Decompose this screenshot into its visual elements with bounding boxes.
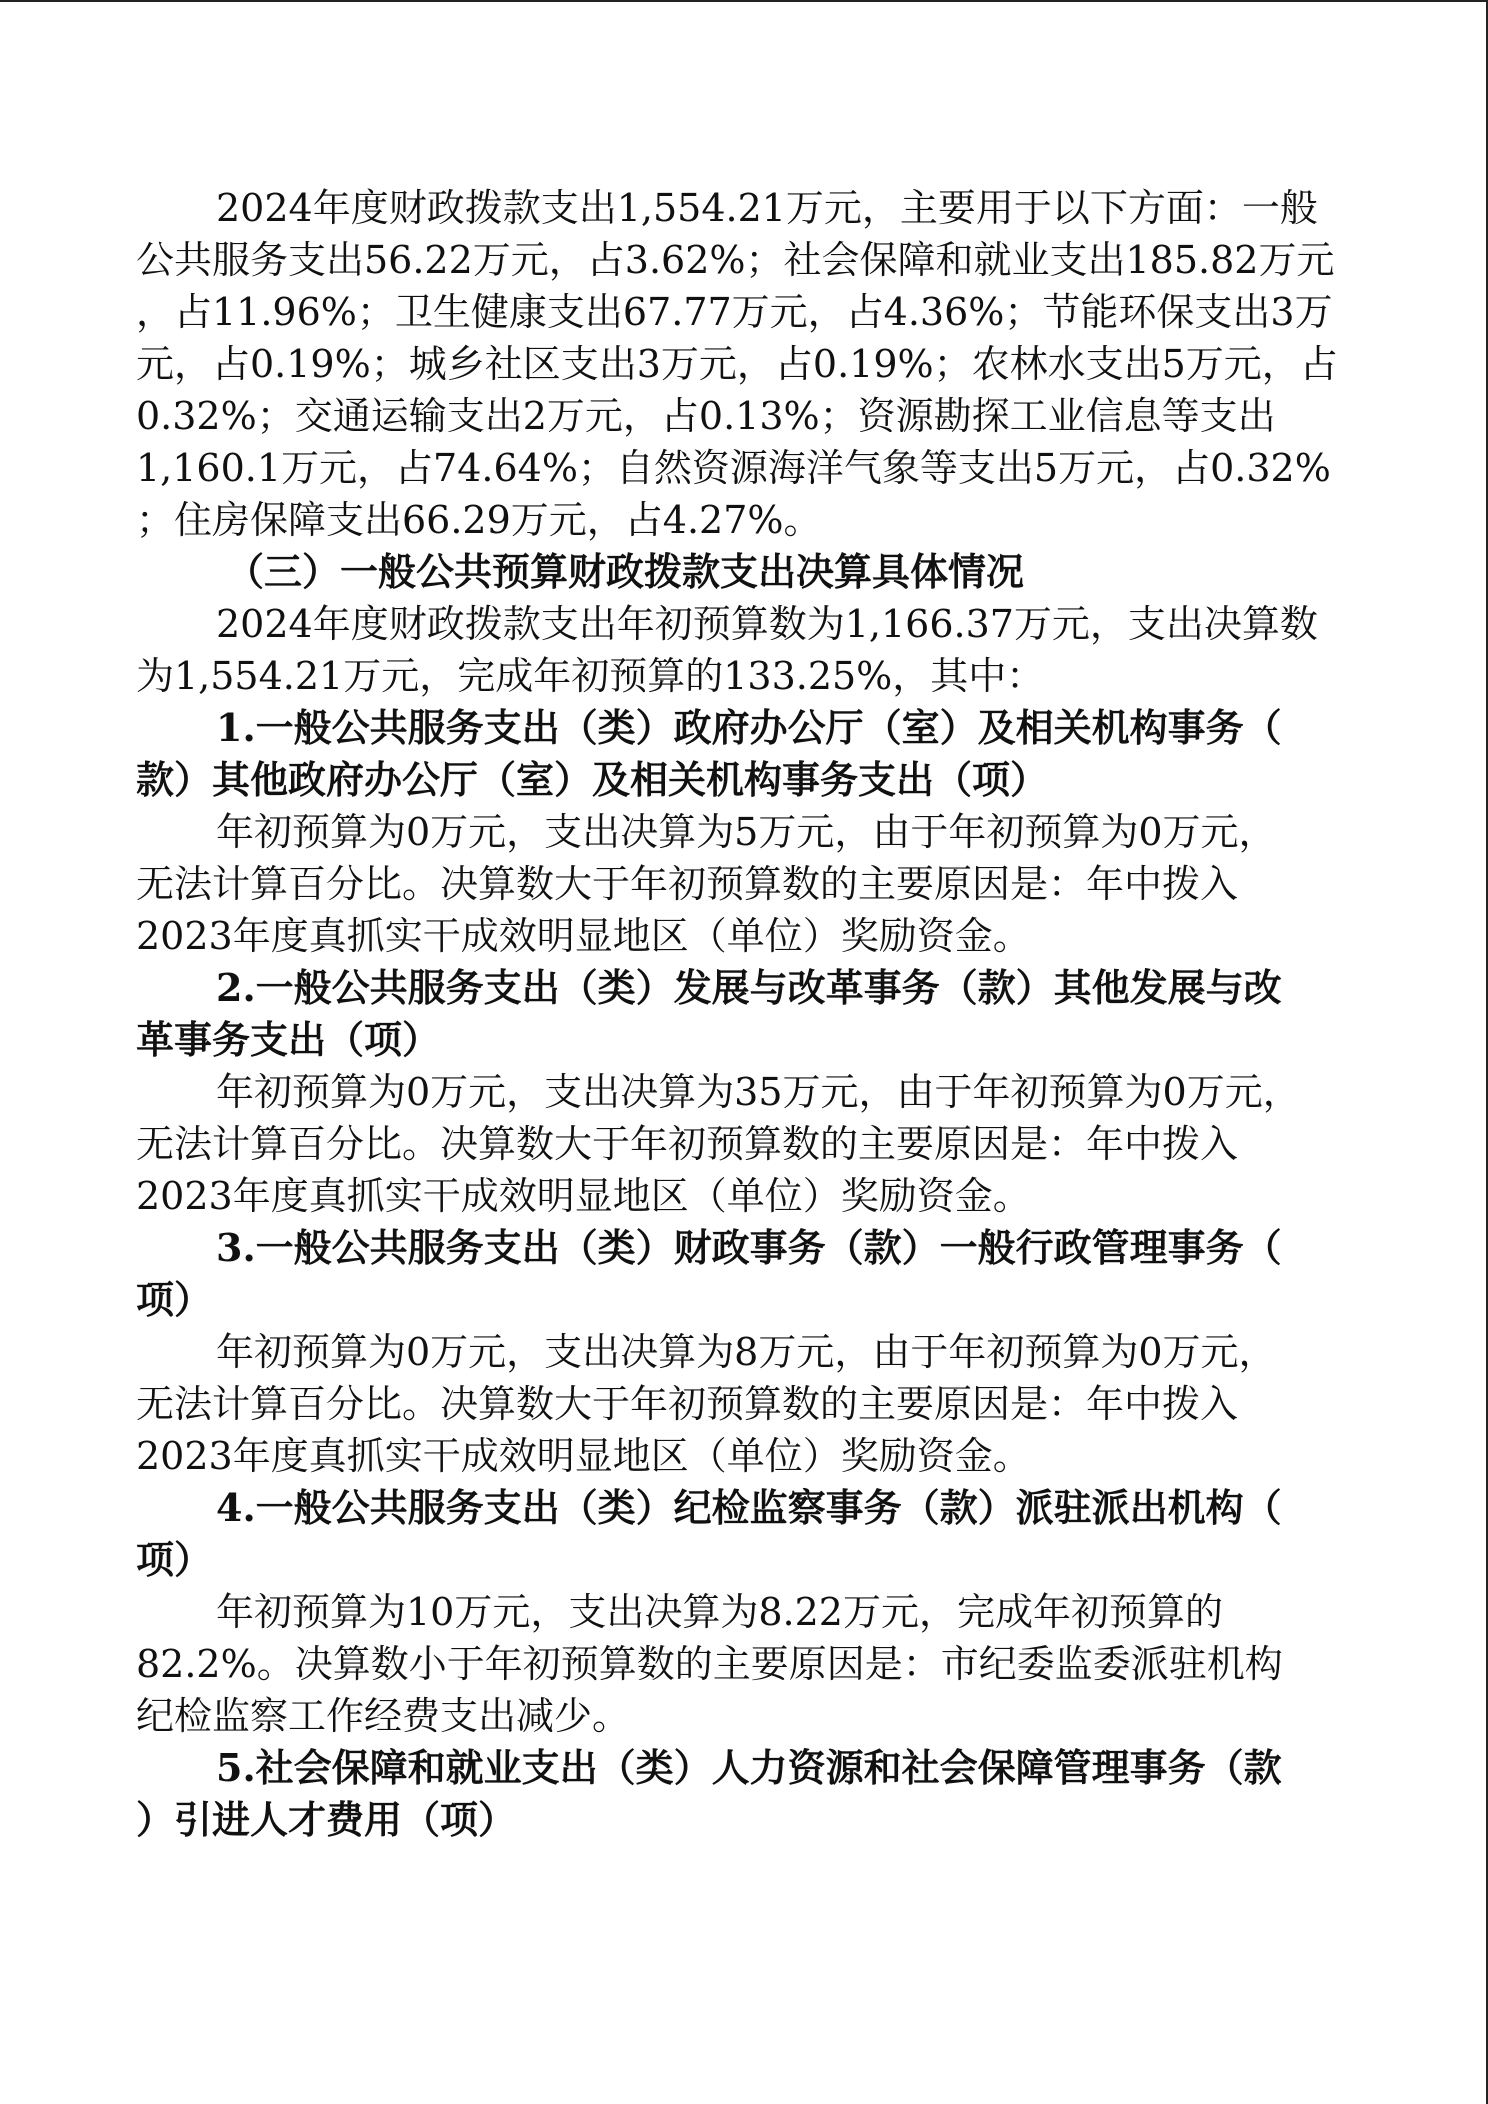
paragraph-line: 0.32%；交通运输支出2万元，占0.13%；资源勘探工业信息等支出	[136, 394, 1276, 438]
paragraph-line: 纪检监察工作经费支出减少。	[136, 1694, 631, 1738]
paragraph-line: 无法计算百分比。决算数大于年初预算数的主要原因是：年中拨入	[136, 1382, 1239, 1426]
paragraph-line: 82.2%。决算数小于年初预算数的主要原因是：市纪委监委派驻机构	[136, 1642, 1283, 1686]
paragraph-line: 2024年度财政拨款支出年初预算数为1,166.37万元，支出决算数	[216, 602, 1318, 646]
paragraph-line: 公共服务支出56.22万元，占3.62%；社会保障和就业支出185.82万元	[136, 238, 1335, 282]
item-heading: 4.一般公共服务支出（类）纪检监察事务（款）派驻派出机构（	[216, 1485, 1282, 1530]
document-body	[136, 182, 1340, 1846]
paragraph-line: ，占11.96%；卫生健康支出67.77万元，占4.36%；节能环保支出3万	[136, 290, 1333, 334]
item-heading: 项）	[136, 1277, 213, 1322]
paragraph-line: 为1,554.21万元，完成年初预算的133.25%，其中：	[136, 654, 1045, 698]
paragraph-line: 无法计算百分比。决算数大于年初预算数的主要原因是：年中拨入	[136, 1122, 1239, 1166]
item-heading: 项）	[136, 1537, 213, 1582]
item-heading: ）引进人才费用（项）	[136, 1797, 517, 1842]
paragraph-line: 无法计算百分比。决算数大于年初预算数的主要原因是：年中拨入	[136, 862, 1239, 906]
item-heading: 款）其他政府办公厅（室）及相关机构事务支出（项）	[136, 757, 1049, 802]
item-heading: 5.社会保障和就业支出（类）人力资源和社会保障管理事务（款	[216, 1745, 1282, 1790]
item-heading: 3.一般公共服务支出（类）财政事务（款）一般行政管理事务（	[216, 1225, 1282, 1270]
paragraph-line: 年初预算为0万元，支出决算为8万元，由于年初预算为0万元，	[216, 1330, 1277, 1374]
paragraph-line: 年初预算为0万元，支出决算为5万元，由于年初预算为0万元，	[216, 810, 1277, 854]
paragraph-line: 元，占0.19%；城乡社区支出3万元，占0.19%；农林水支出5万元，占	[136, 342, 1338, 386]
section-heading: （三）一般公共预算财政拨款支出决算具体情况	[226, 549, 1025, 594]
item-heading: 1.一般公共服务支出（类）政府办公厅（室）及相关机构事务（	[216, 705, 1282, 750]
paragraph-line: 年初预算为10万元，支出决算为8.22万元，完成年初预算的	[216, 1590, 1223, 1634]
paragraph-line: 年初预算为0万元，支出决算为35万元，由于年初预算为0万元，	[216, 1070, 1301, 1114]
paragraph-line: 1,160.1万元，占74.64%；自然资源海洋气象等支出5万元，占0.32%	[136, 446, 1331, 490]
paragraph-line: ；住房保障支出66.29万元，占4.27%。	[136, 498, 822, 542]
item-heading: 革事务支出（项）	[136, 1017, 441, 1062]
paragraph-line: 2023年度真抓实干成效明显地区（单位）奖励资金。	[136, 1174, 1031, 1218]
item-heading: 2.一般公共服务支出（类）发展与改革事务（款）其他发展与改	[216, 965, 1282, 1010]
paragraph-line: 2023年度真抓实干成效明显地区（单位）奖励资金。	[136, 1434, 1031, 1478]
paragraph-line: 2024年度财政拨款支出1,554.21万元，主要用于以下方面：一般	[216, 186, 1318, 230]
paragraph-line: 2023年度真抓实干成效明显地区（单位）奖励资金。	[136, 914, 1031, 958]
